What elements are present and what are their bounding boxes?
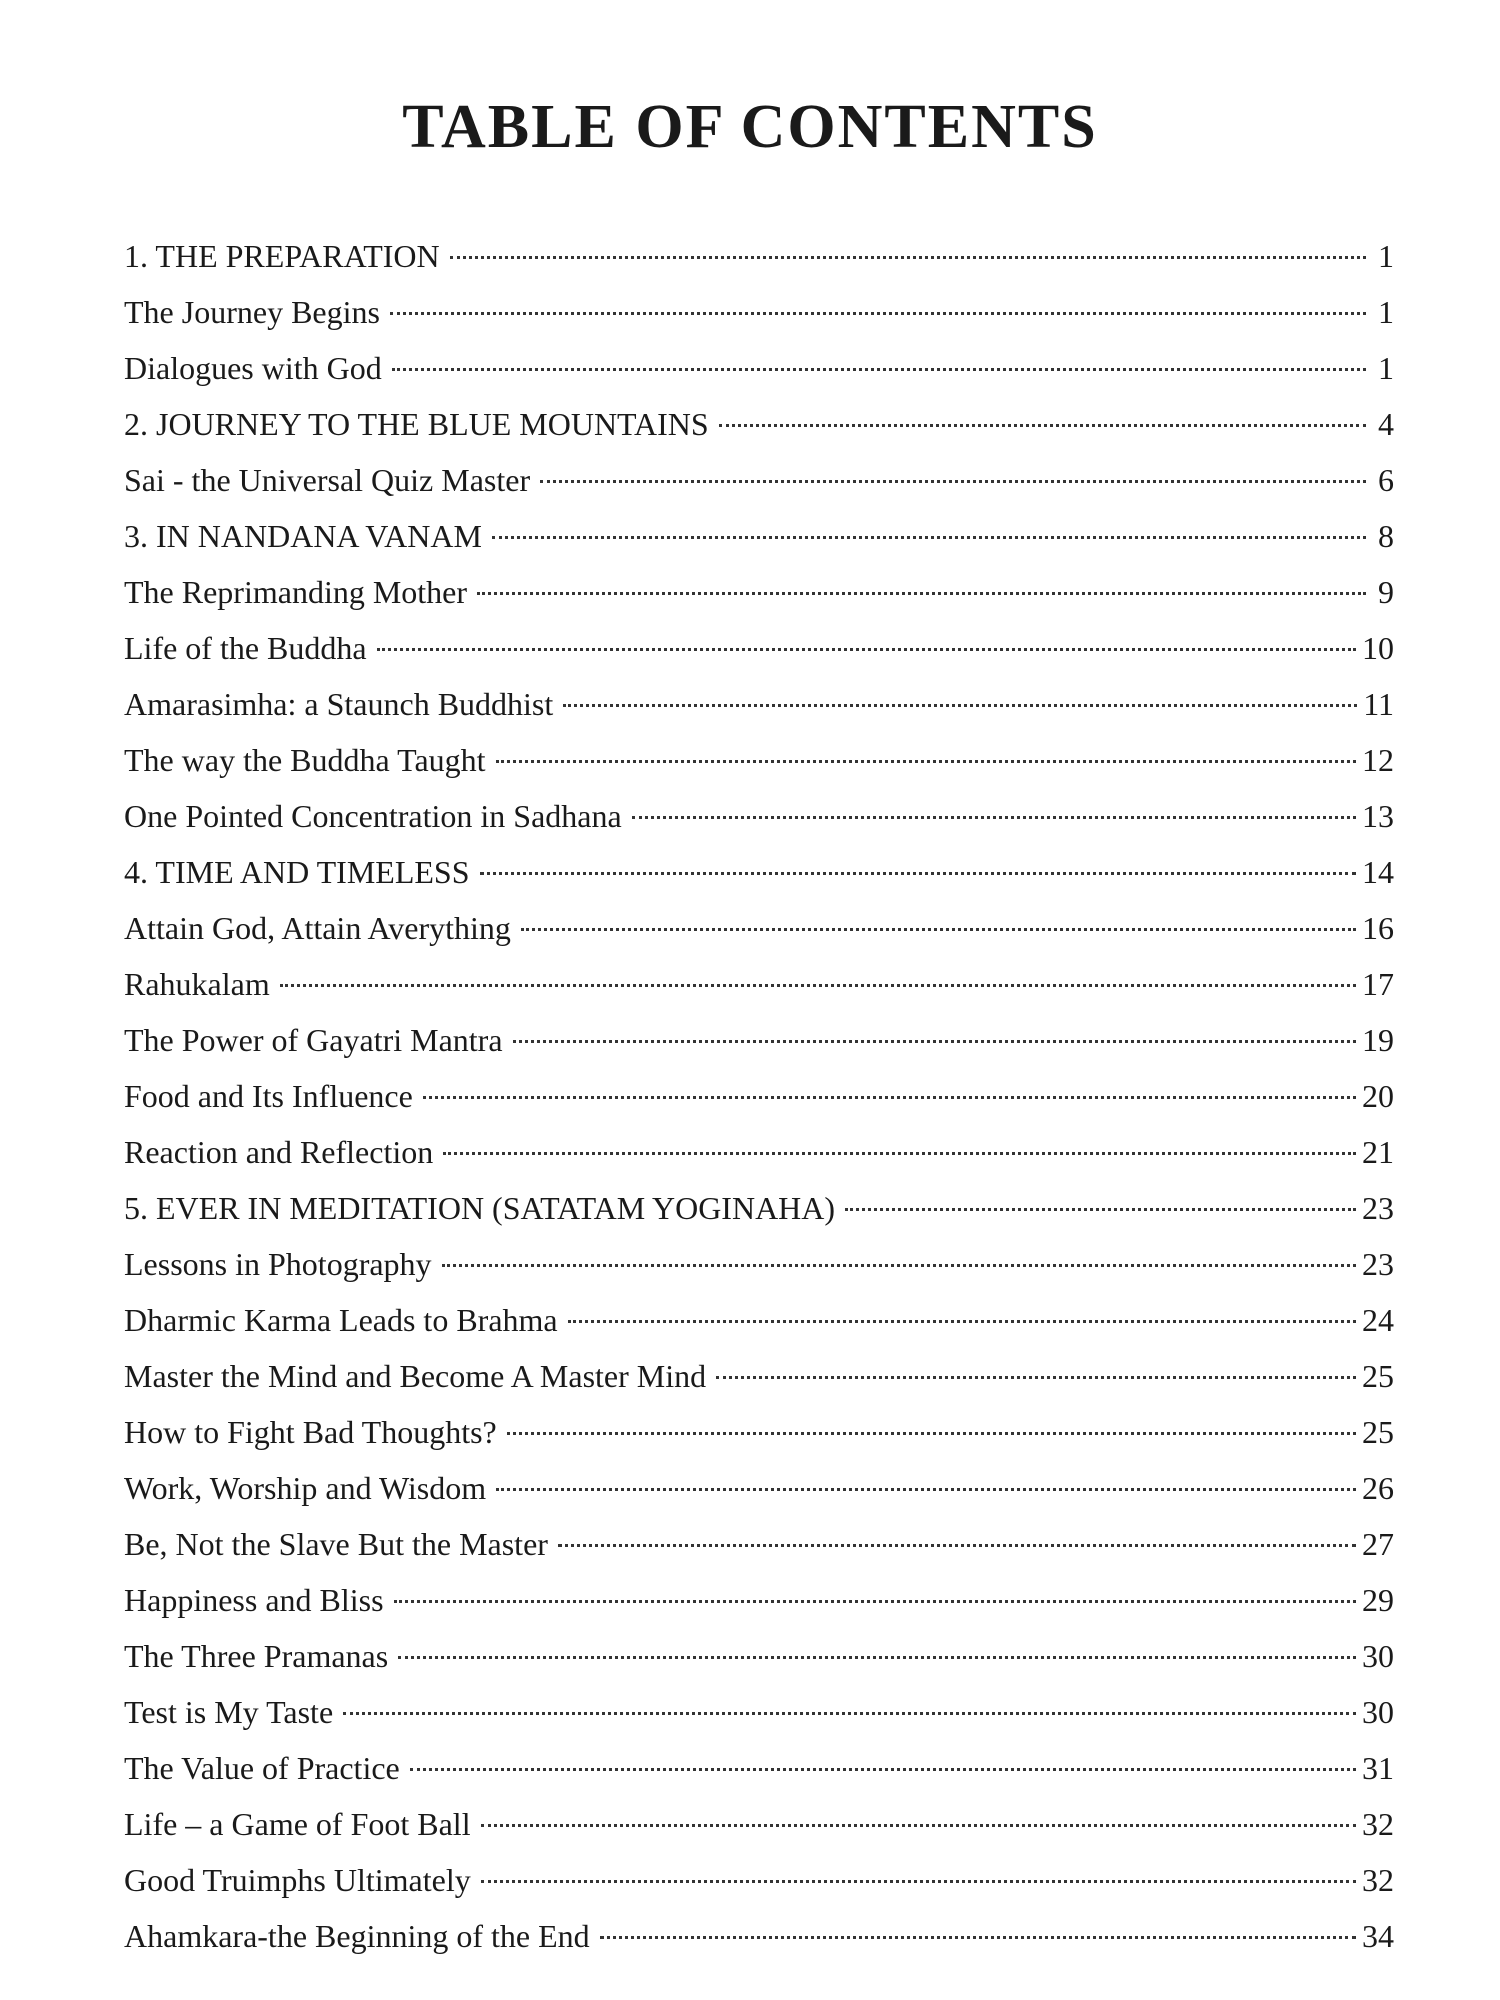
toc-entry-page-number: 12 xyxy=(1362,742,1394,778)
dot-leader xyxy=(477,592,1366,595)
toc-entry-page-number: 26 xyxy=(1362,1470,1394,1506)
toc-entry-title: 3. IN NANDANA VANAM xyxy=(124,518,482,554)
toc-entry-title: Attain God, Attain Averything xyxy=(124,910,511,946)
toc-entry-title: The Journey Begins xyxy=(124,294,380,330)
toc-entry-title: The Three Pramanas xyxy=(124,1638,389,1674)
dot-leader xyxy=(507,1432,1356,1435)
toc-entry-page-number: 32 xyxy=(1362,1806,1394,1842)
toc-entry xyxy=(124,1348,1394,1404)
toc-entry xyxy=(124,1404,1394,1460)
toc-entry xyxy=(124,1740,1394,1796)
toc-entry-page-number: 25 xyxy=(1362,1358,1394,1394)
toc-entry xyxy=(124,508,1394,564)
toc-list xyxy=(124,228,1394,1964)
toc-entry-title: 1. THE PREPARATION xyxy=(124,238,440,274)
toc-entry xyxy=(124,1068,1394,1124)
toc-entry-title: Be, Not the Slave But the Master xyxy=(124,1526,548,1562)
dot-leader xyxy=(481,1880,1356,1883)
dot-leader xyxy=(443,1152,1356,1155)
toc-entry-page-number: 16 xyxy=(1362,910,1394,946)
toc-entry-title: Lessons in Photography xyxy=(124,1246,432,1282)
toc-entry xyxy=(124,1572,1394,1628)
toc-entry xyxy=(124,228,1394,284)
dot-leader xyxy=(719,424,1366,427)
dot-leader xyxy=(492,536,1366,539)
toc-entry-page-number: 27 xyxy=(1362,1526,1394,1562)
toc-entry xyxy=(124,396,1394,452)
toc-entry-page-number: 17 xyxy=(1362,966,1394,1002)
dot-leader xyxy=(280,984,1356,987)
toc-entry xyxy=(124,1796,1394,1852)
toc-entry xyxy=(124,788,1394,844)
toc-entry xyxy=(124,676,1394,732)
toc-entry xyxy=(124,1684,1394,1740)
toc-entry-page-number: 1 xyxy=(1378,238,1394,274)
toc-entry-title: The Reprimanding Mother xyxy=(124,574,468,610)
toc-entry-title: Good Truimphs Ultimately xyxy=(124,1862,471,1898)
dot-leader xyxy=(845,1208,1356,1211)
toc-entry-page-number: 31 xyxy=(1362,1750,1394,1786)
dot-leader xyxy=(377,648,1356,651)
dot-leader xyxy=(496,760,1356,763)
dot-leader xyxy=(632,816,1356,819)
toc-entry xyxy=(124,1908,1394,1964)
toc-entry xyxy=(124,1180,1394,1236)
dot-leader xyxy=(410,1768,1356,1771)
dot-leader xyxy=(568,1320,1356,1323)
toc-entry-page-number: 1 xyxy=(1378,294,1394,330)
toc-entry xyxy=(124,900,1394,956)
toc-entry-page-number: 19 xyxy=(1362,1022,1394,1058)
toc-entry-page-number: 11 xyxy=(1363,686,1394,722)
toc-entry-title: 4. TIME AND TIMELESS xyxy=(124,854,470,890)
toc-entry xyxy=(124,340,1394,396)
toc-entry-title: The Value of Practice xyxy=(124,1750,400,1786)
toc-entry-title: Sai - the Universal Quiz Master xyxy=(124,462,531,498)
dot-leader xyxy=(540,480,1366,483)
toc-entry-page-number: 32 xyxy=(1362,1862,1394,1898)
toc-entry-title: Dharmic Karma Leads to Brahma xyxy=(124,1302,558,1338)
toc-entry-title: Work, Worship and Wisdom xyxy=(124,1470,487,1506)
toc-entry-page-number: 10 xyxy=(1362,630,1394,666)
toc-entry-page-number: 20 xyxy=(1362,1078,1394,1114)
toc-entry-title: How to Fight Bad Thoughts? xyxy=(124,1414,497,1450)
dot-leader xyxy=(496,1488,1356,1491)
toc-entry xyxy=(124,1012,1394,1068)
toc-entry-title: 5. EVER IN MEDITATION (SATATAM YOGINAHA) xyxy=(124,1190,836,1226)
toc-entry-page-number: 4 xyxy=(1378,406,1394,442)
toc-entry-page-number: 23 xyxy=(1362,1246,1394,1282)
toc-entry-page-number: 34 xyxy=(1362,1918,1394,1954)
toc-entry-title: Life – a Game of Foot Ball xyxy=(124,1806,471,1842)
toc-entry-page-number: 25 xyxy=(1362,1414,1394,1450)
dot-leader xyxy=(450,256,1366,259)
toc-entry xyxy=(124,1124,1394,1180)
toc-entry-page-number: 21 xyxy=(1362,1134,1394,1170)
dot-leader xyxy=(600,1936,1356,1939)
toc-entry xyxy=(124,284,1394,340)
dot-leader xyxy=(392,368,1366,371)
toc-entry-page-number: 9 xyxy=(1378,574,1394,610)
toc-entry xyxy=(124,844,1394,900)
dot-leader xyxy=(480,872,1357,875)
toc-entry-page-number: 24 xyxy=(1362,1302,1394,1338)
dot-leader xyxy=(343,1712,1356,1715)
toc-entry xyxy=(124,956,1394,1012)
toc-entry-title: Test is My Taste xyxy=(124,1694,334,1730)
page-title: TABLE OF CONTENTS xyxy=(402,93,1098,161)
toc-entry xyxy=(124,732,1394,788)
dot-leader xyxy=(521,928,1356,931)
toc-entry xyxy=(124,1516,1394,1572)
toc-entry-page-number: 6 xyxy=(1378,462,1394,498)
toc-entry-title: Life of the Buddha xyxy=(124,630,367,666)
toc-entry-page-number: 30 xyxy=(1362,1694,1394,1730)
dot-leader xyxy=(423,1096,1356,1099)
toc-entry-title: One Pointed Concentration in Sadhana xyxy=(124,798,622,834)
toc-entry-title: Ahamkara-the Beginning of the End xyxy=(124,1918,590,1954)
toc-entry-page-number: 1 xyxy=(1378,350,1394,386)
toc-entry-title: Happiness and Bliss xyxy=(124,1582,384,1618)
toc-entry xyxy=(124,1628,1394,1684)
toc-entry-title: The way the Buddha Taught xyxy=(124,742,486,778)
toc-entry-title: The Power of Gayatri Mantra xyxy=(124,1022,503,1058)
toc-entry-title: Master the Mind and Become A Master Mind xyxy=(124,1358,707,1394)
toc-entry-title: 2. JOURNEY TO THE BLUE MOUNTAINS xyxy=(124,406,709,442)
dot-leader xyxy=(513,1040,1356,1043)
toc-entry-page-number: 14 xyxy=(1362,854,1394,890)
toc-entry-page-number: 13 xyxy=(1362,798,1394,834)
dot-leader xyxy=(481,1824,1356,1827)
dot-leader xyxy=(716,1376,1356,1379)
dot-leader xyxy=(563,704,1357,707)
toc-entry xyxy=(124,452,1394,508)
toc-entry-page-number: 30 xyxy=(1362,1638,1394,1674)
dot-leader xyxy=(390,312,1366,315)
dot-leader xyxy=(394,1600,1356,1603)
dot-leader xyxy=(442,1264,1356,1267)
toc-entry-title: Amarasimha: a Staunch Buddhist xyxy=(124,686,554,722)
toc-entry-title: Dialogues with God xyxy=(124,350,382,386)
toc-entry-title: Reaction and Reflection xyxy=(124,1134,434,1170)
toc-entry-page-number: 29 xyxy=(1362,1582,1394,1618)
toc-entry xyxy=(124,1236,1394,1292)
toc-entry xyxy=(124,1852,1394,1908)
toc-entry-page-number: 23 xyxy=(1362,1190,1394,1226)
dot-leader xyxy=(398,1656,1356,1659)
toc-entry xyxy=(124,564,1394,620)
toc-entry-title: Rahukalam xyxy=(124,966,270,1002)
toc-entry-title: Food and Its Influence xyxy=(124,1078,413,1114)
dot-leader xyxy=(558,1544,1356,1547)
toc-entry xyxy=(124,1292,1394,1348)
toc-entry xyxy=(124,620,1394,676)
toc-entry-page-number: 8 xyxy=(1378,518,1394,554)
toc-entry xyxy=(124,1460,1394,1516)
